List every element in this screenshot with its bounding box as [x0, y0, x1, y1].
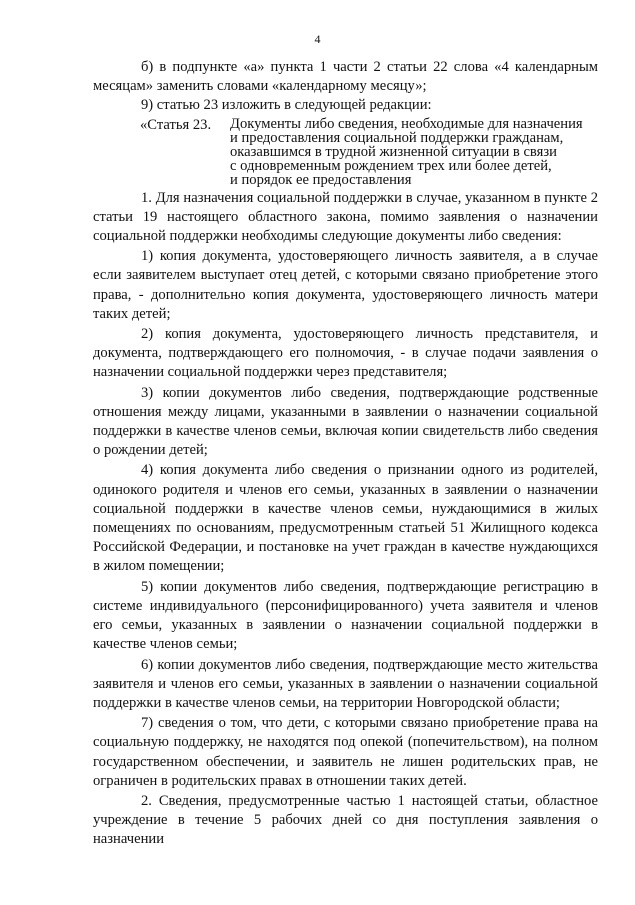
paragraph-amendment-b: б) в подпункте «а» пункта 1 части 2 статьи 22 слова «4 календарным месяцам» заменить словами «календарному месяцу»;: [93, 59, 598, 95]
paragraph-part-2: 2. Сведения, предусмотренные частью 1 настоящей статьи, областное учреждение в течение 5 рабочих дней со дня поступления заявления о назначении: [93, 792, 598, 848]
article-title: [230, 117, 598, 188]
list-item-6: 6) копии документов либо сведения, подтверждающие место жительства заявителя и членов его семьи, указанных в заявлении о назначении социальной поддержки в качестве членов семьи, на территории Новгородской области;: [93, 656, 598, 711]
document-body: [93, 58, 598, 850]
page-number: 4: [314, 32, 321, 46]
article-title-line: и порядок ее предоставления: [230, 172, 412, 189]
article-title-line: с одновременным рождением трех или более детей,: [230, 158, 552, 175]
list-item-7: 7) сведения о том, что дети, с которыми связано приобретение права на социальную поддержку, не находятся под опекой (попечительством), на полном государственном обеспечении, и заявитель не лишен родительских прав, не ограничен в родительских правах в отношении таких детей.: [93, 715, 598, 789]
list-item-3: 3) копии документов либо сведения, подтверждающие родственные отношения между лицами, указанными в заявлении о назначении социальной поддержки в качестве членов семьи, включая копии свидетельств либо сведения о рождении детей;: [93, 384, 598, 459]
article-title-line: и предоставления социальной поддержки гражданам,: [230, 129, 564, 146]
list-item-4: 4) копия документа либо сведения о признании одного из родителей, одинокого родителя и членов его семьи, указанных в заявлении о назначении социальной поддержки в качестве членов семьи, нуждающимися в жилых помещениях по основаниям, предусмотренным статьей 51 Жилищного кодекса Российской Федерации, и постановке на учет граждан в качестве нуждающихся в жилом помещении;: [93, 462, 598, 575]
article-title-line: Документы либо сведения, необходимые для назначения: [230, 115, 583, 132]
list-item-5: 5) копии документов либо сведения, подтверждающие регистрацию в системе индивидуального (персонифицированного) учета заявителя и членов его семьи, указанных в заявлении о назначении социальной поддержки в качестве членов семьи;: [93, 578, 598, 653]
article-number: «Статья 23.: [140, 116, 212, 133]
paragraph-item-9: 9) статью 23 изложить в следующей редакции:: [141, 97, 432, 114]
article-title-line: оказавшимся в трудной жизненной ситуации в связи: [230, 144, 557, 161]
list-item-1: 1) копия документа, удостоверяющего личность заявителя, а в случае если заявителем выступает отец детей, с которыми связано приобретение этого права, - дополнительно копия документа, удостоверяющего личность матери таких детей;: [93, 248, 598, 322]
article-heading: [93, 117, 598, 188]
paragraph-part-1: 1. Для назначения социальной поддержки в случае, указанном в пункте 2 статьи 19 настоящего областного закона, помимо заявления о назначении социальной поддержки необходимы следующие документы либо сведения:: [93, 189, 598, 245]
list-item-2: 2) копия документа, удостоверяющего личность представителя, и документа, подтверждающего его полномочия, - в случае подачи заявления о назначении социальной поддержки через представителя;: [93, 326, 598, 381]
